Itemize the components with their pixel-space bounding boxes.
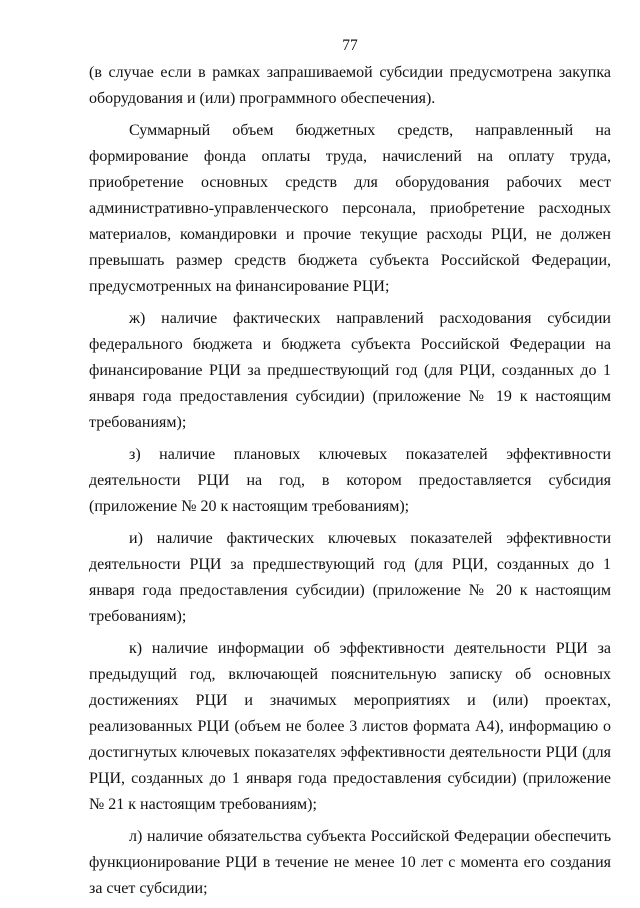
paragraph-budget-total: Суммарный объем бюджетных средств, направленный на формирование фонда оплаты труда, начислений на оплату труда, приобретение основных средств для оборудования рабочих мест административно-управленческого персонала, приобретение расходных материалов, командировки и прочие текущие расходы РЦИ, не должен превышать размер средств бюджета субъекта Российской Федерации, предусмотренных на финансирование РЦИ; (89, 122, 611, 295)
paragraph-item-i: и) наличие фактических ключевых показателей эффективности деятельности РЦИ за предшествующий год (для РЦИ, созданных до 1 января года предоставления субсидии) (приложение № 20 к настоящим требованиям); (89, 530, 611, 625)
paragraph-continuation: (в случае если в рамках запрашиваемой субсидии предусмотрена закупка оборудования и (или) программного обеспечения). (89, 64, 611, 107)
paragraph-item-z: з) наличие плановых ключевых показателей эффективности деятельности РЦИ на год, в котором предоставляется субсидия (приложение № 20 к настоящим требованиям); (89, 446, 611, 515)
document-body (89, 60, 611, 908)
paragraph-item-zh: ж) наличие фактических направлений расходования субсидии федерального бюджета и бюджета субъекта Российской Федерации на финансирование РЦИ за предшествующий год (для РЦИ, созданных до 1 января года предоставления субсидии) (приложение № 19 к настоящим требованиям); (89, 310, 611, 431)
page-number: 77 (342, 37, 358, 54)
paragraph-item-k: к) наличие информации об эффективности деятельности РЦИ за предыдущий год, включающей пояснительную записку об основных достижениях РЦИ и значимых мероприятиях и (или) проектах, реализованных РЦИ (объем не более 3 листов формата А4), информацию о достигнутых ключевых показателях эффективности деятельности РЦИ (для РЦИ, созданных до 1 января года предоставления субсидии) (приложение № 21 к настоящим требованиям); (89, 640, 611, 813)
paragraph-item-l: л) наличие обязательства субъекта Российской Федерации обеспечить функционирование РЦИ в течение не менее 10 лет с момента его создания за счет субсидии; (89, 828, 611, 897)
